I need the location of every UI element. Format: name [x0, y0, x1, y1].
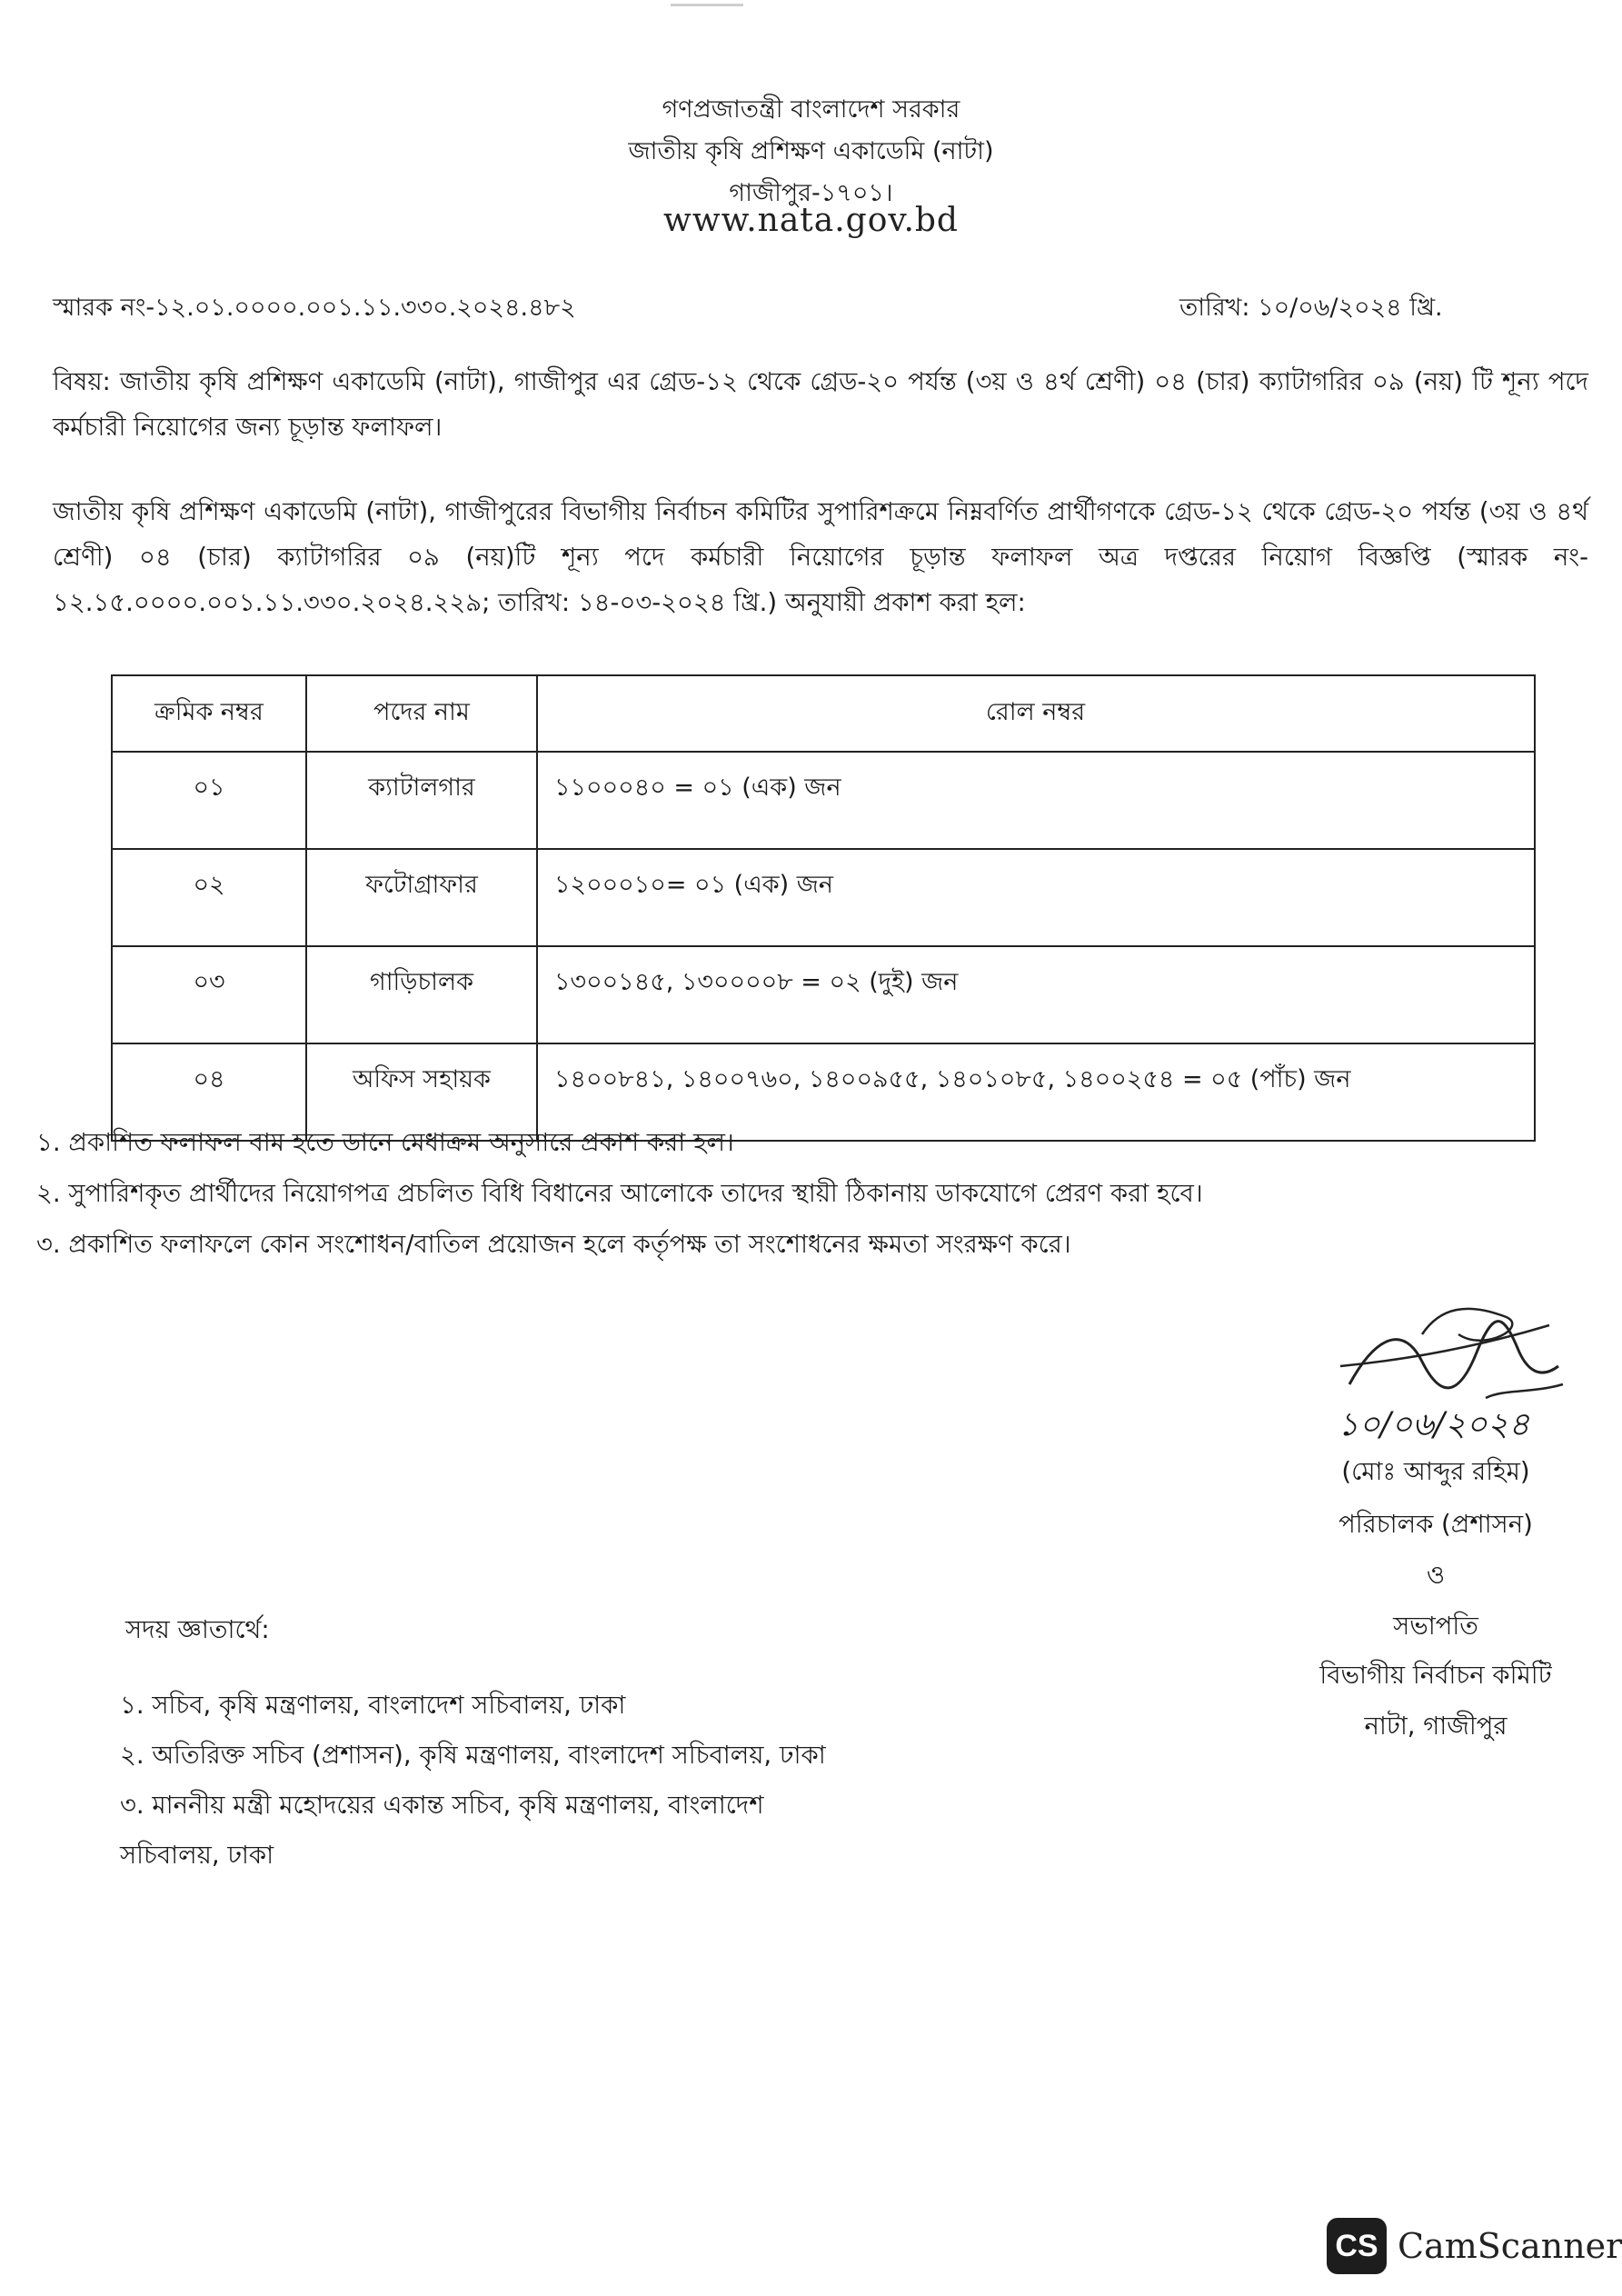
table-row [112, 849, 1535, 946]
note-item: ২. সুপারিশকৃত প্রার্থীদের নিয়োগপত্র প্রচলিত বিধি বিধানের আলোকে তাদের স্থায়ী ঠিকানায় ডাকযোগে প্রেরণ করা হবে। [36, 1179, 1203, 1208]
signatory-committee: বিভাগীয় নির্বাচন কমিটি [1319, 1661, 1552, 1690]
results-table [111, 674, 1536, 1142]
body-paragraph: জাতীয় কৃষি প্রশিক্ষণ একাডেমি (নাটা), গাজীপুরের বিভাগীয় নির্বাচন কমিটির সুপারিশক্রমে নিম্নবর্ণিত প্রার্থীগণকে গ্রেড-১২ থেকে গ্রেড-২০ পর্যন্ত (৩য় ও ৪র্থ শ্রেণী) ০৪ (চার) ক্যাটাগরির ০৯ (নয়)টি শূন্য পদে কর্মচারী নিয়োগের চূড়ান্ত ফলাফল অত্র দপ্তরের নিয়োগ বিজ্ঞপ্তি (স্মারক নং- ১২.১৫.০০০০.০০১.১১.৩৩০.২০২৪.২২৯; তারিখ: ১৪-০৩-২০২৪ খ্রি.) অনুযায়ী প্রকাশ করা হল: [53, 497, 1588, 617]
signature-scribble [1322, 1298, 1595, 1416]
cell-rolls: ১৪০০৮৪১, ১৪০০৭৬০, ১৪০০৯৫৫, ১৪০১০৮৫, ১৪০০২৫৪ = ০৫ (পাঁচ) জন [537, 1043, 1535, 1141]
cell-serial: ০১ [112, 752, 306, 849]
table-row [112, 946, 1535, 1043]
camscanner-watermark [1327, 2218, 1622, 2274]
cc-item: ৩. মাননীয় মন্ত্রী মহোদয়ের একান্ত সচিব, কৃষি মন্ত্রণালয়, বাংলাদেশ [120, 1791, 764, 1820]
memo-reference: স্মারক নং-১২.০১.০০০০.০০১.১১.৩৩০.২০২৪.৪৮২ [53, 294, 576, 322]
cell-serial: ০৩ [112, 946, 306, 1043]
header-roll-numbers: রোল নম্বর [537, 675, 1535, 752]
subject-line: বিষয়: জাতীয় কৃষি প্রশিক্ষণ একাডেমি (নাটা), গাজীপুর এর গ্রেড-১২ থেকে গ্রেড-২০ পর্যন্ত (৩য় ও ৪র্থ শ্রেণী) ০৪ (চার) ক্যাটাগরির ০৯ (নয়) টি শূন্য পদে কর্মচারী নিয়োগের জন্য চূড়ান্ত ফলাফল। [53, 367, 1588, 442]
cc-item: ২. অতিরিক্ত সচিব (প্রশাসন), কৃষি মন্ত্রণালয়, বাংলাদেশ সচিবালয়, ঢাকা [120, 1741, 826, 1770]
note-item: ১. প্রকাশিত ফলাফল বাম হতে ডানে মেধাক্রম অনুসারে প্রকাশ করা হল। [36, 1128, 734, 1157]
camscanner-text: CamScanner [1398, 2226, 1622, 2266]
cell-rolls: ১২০০০১০= ০১ (এক) জন [537, 849, 1535, 946]
table-row [112, 752, 1535, 849]
signatory-role: সভাপতি [1393, 1612, 1478, 1641]
signatory-title: পরিচালক (প্রশাসন) [1338, 1510, 1533, 1539]
memo-date: তারিখ: ১০/০৬/২০২৪ খ্রি. [1179, 294, 1443, 322]
cell-post: ক্যাটালগার [306, 752, 537, 849]
header-post: পদের নাম [306, 675, 537, 752]
cell-serial: ০৪ [112, 1043, 306, 1141]
cell-post: গাড়িচালক [306, 946, 537, 1043]
note-item: ৩. প্রকাশিত ফলাফলে কোন সংশোধন/বাতিল প্রয়োজন হলে কর্তৃপক্ষ তা সংশোধনের ক্ষমতা সংরক্ষণ করে। [36, 1230, 1071, 1259]
cell-rolls: ১১০০০৪০ = ০১ (এক) জন [537, 752, 1535, 849]
header-serial: ক্রমিক নম্বর [112, 675, 306, 752]
signatory-location: নাটা, গাজীপুর [1364, 1712, 1508, 1741]
table-header-row [112, 675, 1535, 752]
cc-item: ১. সচিব, কৃষি মন্ত্রণালয়, বাংলাদেশ সচিবালয়, ঢাকা [120, 1691, 626, 1720]
signatory-name: (মোঃ আব্দুর রহিম) [1341, 1457, 1530, 1486]
cc-heading: সদয় জ্ঞাতার্থে: [125, 1615, 270, 1644]
header-government: গণপ্রজাতন্ত্রী বাংলাদেশ সরকার [662, 95, 960, 124]
cell-post: অফিস সহায়ক [306, 1043, 537, 1141]
header-address: গাজীপুর-১৭০১। [729, 179, 893, 207]
signatory-and: ও [1426, 1561, 1446, 1590]
header-academy: জাতীয় কৃষি প্রশিক্ষণ একাডেমি (নাটা) [628, 137, 994, 165]
cell-post: ফটোগ্রাফার [306, 849, 537, 946]
cell-rolls: ১৩০০১৪৫, ১৩০০০০৮ = ০২ (দুই) জন [537, 946, 1535, 1043]
website-link[interactable]: www.nata.gov.bd [663, 202, 959, 239]
camscanner-logo-icon: CS [1327, 2218, 1387, 2274]
header-website-wrap [0, 202, 1622, 239]
scan-mark [671, 4, 743, 6]
cell-serial: ০২ [112, 849, 306, 946]
handwritten-date: ১০/০৬/২০২৪ [1338, 1406, 1530, 1443]
cc-item: সচিবালয়, ঢাকা [120, 1841, 274, 1870]
